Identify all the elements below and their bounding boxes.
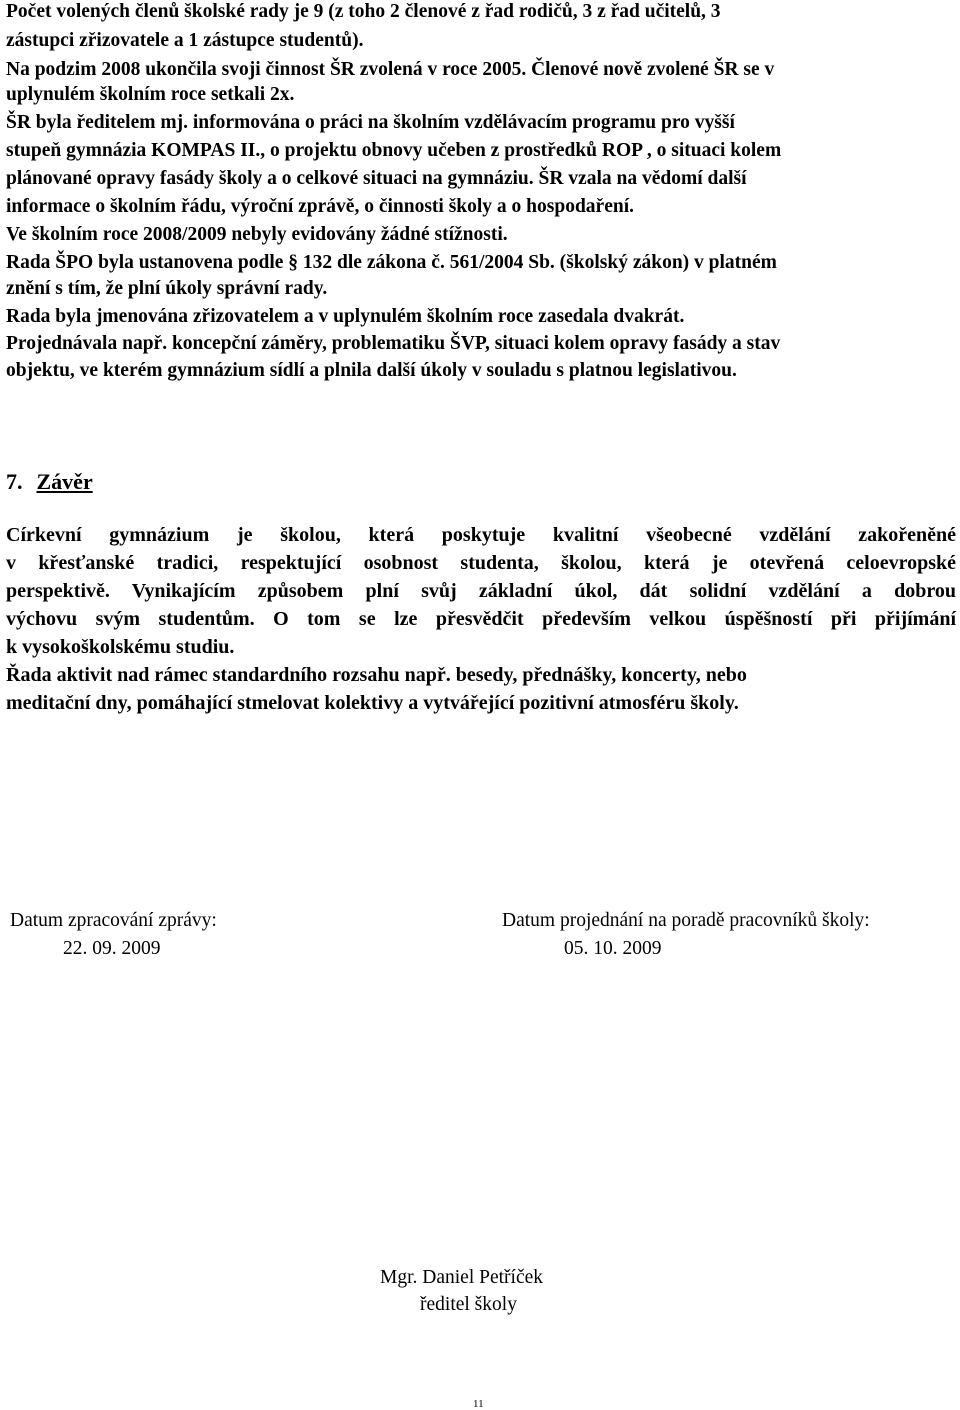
discussed-date-value: 05. 10. 2009 <box>564 938 662 959</box>
conclusion-line: meditační dny, pomáhající stmelovat kolektivy a vytvářející pozitivní atmosféru školy. <box>6 692 739 714</box>
discussed-date-label: Datum projednání na poradě pracovníků školy: <box>502 910 870 931</box>
conclusion-line: k vysokoškolskému studiu. <box>6 636 235 658</box>
section-number: 7. <box>6 469 23 494</box>
section-heading <box>6 468 93 496</box>
council-line: plánované opravy fasády školy a o celkové situaci na gymnáziu. ŠR vzala na vědomí další <box>6 168 747 189</box>
signatory-title: ředitel školy <box>420 1294 517 1315</box>
council-line: Projednávala např. koncepční záměry, problematiku ŠVP, situaci kolem opravy fasády a stav <box>6 333 781 354</box>
page-number: 11 <box>473 1398 484 1410</box>
conclusion-line: Řada aktivit nad rámec standardního rozsahu např. besedy, přednášky, koncerty, nebo <box>6 664 747 686</box>
council-line: Rada byla jmenována zřizovatelem a v uplynulém školním roce zasedala dvakrát. <box>6 306 685 327</box>
conclusion-line: Církevní gymnázium je školou, která poskytuje kvalitní všeobecné vzdělání zakořeněné <box>6 524 956 546</box>
processed-date-value: 22. 09. 2009 <box>63 938 161 959</box>
council-line: zástupci zřizovatele a 1 zástupce studentů). <box>6 30 364 51</box>
council-line: uplynulém školním roce setkali 2x. <box>6 84 295 105</box>
processed-date-label: Datum zpracování zprávy: <box>10 910 217 931</box>
signatory-name: Mgr. Daniel Petříček <box>380 1267 543 1288</box>
council-line: znění s tím, že plní úkoly správní rady. <box>6 278 328 299</box>
council-line: informace o školním řádu, výroční zprávě, o činnosti školy a o hospodaření. <box>6 196 635 217</box>
council-line: Ve školním roce 2008/2009 nebyly evidovány žádné stížnosti. <box>6 224 508 245</box>
conclusion-line: perspektivě. Vynikajícím způsobem plní svůj základní úkol, dát solidní vzdělání a dobrou <box>6 580 956 602</box>
conclusion-line: v křesťanské tradici, respektující osobnost studenta, školou, která je otevřená celoevropské <box>6 552 956 574</box>
council-line: Na podzim 2008 ukončila svoji činnost ŠR zvolená v roce 2005. Členové nově zvolené ŠR se v <box>6 59 775 80</box>
council-line: stupeň gymnázia KOMPAS II., o projektu obnovy učeben z prostředků ROP , o situaci kolem <box>6 140 782 161</box>
council-line: Počet volených členů školské rady je 9 (z toho 2 členové z řad rodičů, 3 z řad učitelů, 3 <box>6 1 721 22</box>
section-title: Závěr <box>36 469 93 494</box>
council-line: Rada ŠPO byla ustanovena podle § 132 dle zákona č. 561/2004 Sb. (školský zákon) v platném <box>6 252 777 273</box>
council-line: objektu, ve kterém gymnázium sídlí a plnila další úkoly v souladu s platnou legislativou. <box>6 360 737 381</box>
council-line: ŠR byla ředitelem mj. informována o práci na školním vzdělávacím programu pro vyšší <box>6 112 735 133</box>
conclusion-line: výchovu svým studentům. O tom se lze přesvědčit především velkou úspěšností při přijímání <box>6 608 956 630</box>
